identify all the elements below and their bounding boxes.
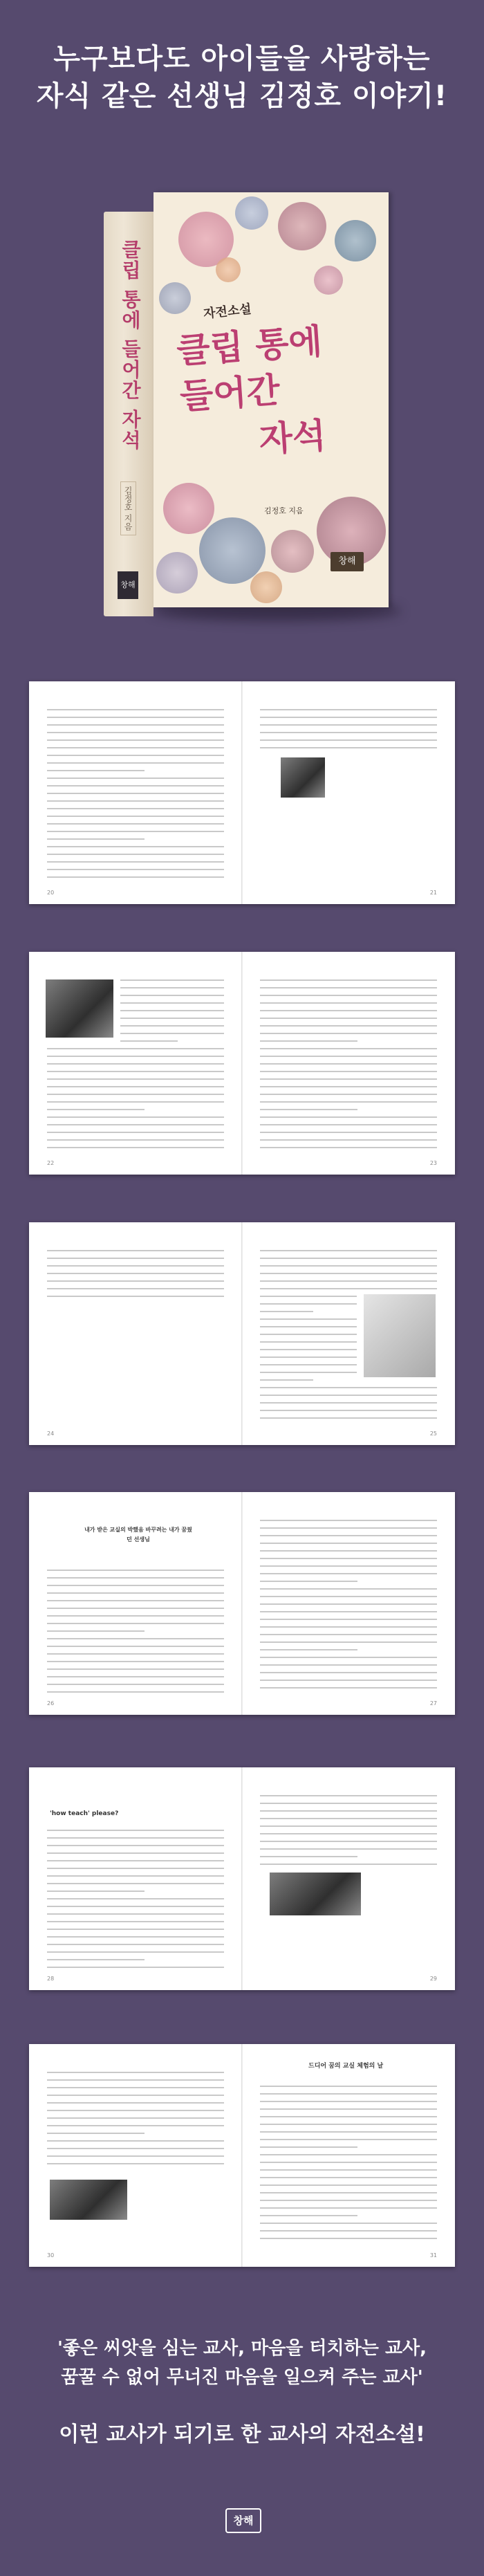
text-line (260, 2223, 437, 2224)
text-line (260, 1379, 313, 1381)
text-line (120, 1018, 224, 1019)
text-line (260, 1280, 437, 1282)
text-line (260, 2124, 437, 2125)
text-line (260, 2086, 437, 2087)
text-line (260, 1078, 437, 1080)
text-line (260, 1349, 357, 1350)
page-photo (364, 1294, 436, 1377)
text-line (260, 1139, 437, 1141)
text-line (47, 755, 224, 756)
text-line (260, 2162, 437, 2163)
cover-author: 김정호 지음 (264, 506, 304, 515)
text-line (260, 1619, 437, 1620)
text-line (47, 762, 224, 764)
text-line (260, 1795, 437, 1796)
text-line (260, 709, 437, 710)
tagline-line-1: '좋은 씨앗을 심는 교사, 마음을 터치하는 교사, (57, 2338, 427, 2359)
text-line (260, 1288, 437, 1289)
publisher-logo: 창해 (225, 2508, 261, 2533)
watercolor-dot (335, 220, 376, 261)
watercolor-dot (271, 530, 314, 573)
cover-publisher-logo: 창해 (331, 552, 364, 571)
page-number: 27 (429, 1700, 437, 1706)
headline-line-2: 자식 같은 선생님 김정호 이야기! (36, 80, 448, 112)
text-line (47, 1585, 224, 1586)
text-line (47, 1288, 224, 1289)
text-line (47, 1147, 224, 1148)
text-line (47, 1967, 224, 1968)
text-line (47, 1951, 224, 1953)
text-line (260, 1581, 357, 1582)
text-line (260, 2101, 437, 2102)
text-line (47, 1845, 224, 1846)
text-line (260, 739, 437, 741)
page-photo (270, 1873, 361, 1915)
text-line (260, 1094, 437, 1095)
text-line (47, 1577, 224, 1579)
page-number: 26 (47, 1700, 55, 1706)
text-line (260, 1626, 437, 1628)
text-line (260, 1657, 437, 1658)
spine-publisher-logo: 창해 (118, 571, 138, 599)
chapter-heading: 드디어 꿈의 교실 체험의 날 (308, 2063, 384, 2070)
text-line (260, 1687, 437, 1689)
watercolor-dot (278, 202, 326, 250)
text-line (47, 717, 224, 718)
text-line (47, 1296, 224, 1297)
text-line (260, 1864, 437, 1865)
text-line (260, 2184, 437, 2186)
text-line (47, 808, 224, 809)
text-line (260, 1258, 437, 1259)
text-line (260, 1603, 437, 1605)
text-line (260, 1848, 437, 1850)
text-line (260, 1010, 437, 1011)
text-line (260, 724, 437, 726)
text-line (47, 1906, 224, 1907)
text-line (260, 987, 437, 988)
text-line (260, 1296, 357, 1297)
text-line (47, 816, 224, 817)
book-page-right (242, 2044, 455, 2267)
text-line (260, 2146, 357, 2148)
text-line (260, 2169, 437, 2171)
text-line (260, 2177, 437, 2178)
page-spread (29, 1492, 455, 1715)
text-line (47, 724, 224, 726)
text-line (47, 1615, 224, 1617)
text-line (260, 732, 437, 733)
text-line (47, 1273, 224, 1274)
text-line (47, 1875, 224, 1877)
text-line (260, 1040, 357, 1042)
text-line (120, 1033, 224, 1034)
page-photo (46, 979, 113, 1038)
text-line (260, 1825, 437, 1827)
text-line (47, 854, 224, 855)
text-line (260, 1063, 437, 1065)
book-front-cover (153, 192, 389, 607)
text-line (260, 1856, 357, 1857)
text-line (47, 1638, 224, 1639)
text-line (260, 1641, 437, 1643)
text-line (260, 1101, 437, 1103)
text-line (47, 1676, 224, 1677)
text-line (260, 1326, 357, 1327)
text-line (260, 1672, 437, 1673)
text-line (260, 1334, 357, 1335)
text-line (47, 1837, 224, 1839)
page-number: 25 (429, 1430, 437, 1437)
text-line (260, 1410, 437, 1411)
book-page-left (29, 1492, 242, 1715)
text-line (47, 1868, 224, 1869)
text-line (260, 1303, 357, 1305)
text-line (260, 1417, 437, 1419)
text-line (260, 1387, 437, 1388)
text-line (260, 1364, 357, 1365)
text-line (260, 979, 437, 981)
page-spread (29, 1767, 455, 1990)
text-line (260, 1395, 437, 1396)
page-spread (29, 952, 455, 1175)
text-line (120, 1040, 178, 1042)
text-line (260, 1116, 437, 1118)
title-line-1: 클립 통에 (175, 321, 324, 371)
series-label: 자전소설 (203, 302, 252, 322)
text-line (260, 1147, 437, 1148)
text-line (260, 2154, 437, 2155)
text-line (260, 1273, 437, 1274)
text-line (260, 1611, 437, 1612)
tagline (0, 2334, 484, 2392)
watercolor-dot (250, 571, 282, 603)
text-line (260, 2131, 437, 2133)
watercolor-dot (163, 483, 214, 534)
page-number: 20 (47, 890, 55, 896)
book-cover-mockup (104, 192, 394, 621)
text-line (47, 1592, 224, 1594)
text-line (47, 1048, 224, 1049)
text-line (120, 995, 224, 996)
text-line (47, 1265, 224, 1267)
text-line (47, 861, 224, 863)
spine-title: 클립 통에 들어간 자석 (119, 239, 142, 451)
book-page-right (242, 952, 455, 1175)
text-line (260, 1311, 313, 1312)
text-line (260, 1341, 357, 1343)
text-line (47, 2079, 224, 2081)
text-line (260, 1664, 437, 1666)
page-number: 21 (429, 890, 437, 896)
text-line (47, 800, 224, 802)
text-line (260, 1550, 437, 1552)
text-line (47, 1830, 224, 1831)
chapter-heading: 내가 받은 교실의 박했음 바꾸려는 내가 꿈꿨던 선생님 (84, 1527, 192, 1543)
text-line (47, 1600, 224, 1601)
text-line (260, 747, 437, 748)
text-line (47, 1921, 224, 1922)
text-line (47, 1280, 224, 1282)
tagline-line-2: 꿈꿀 수 없어 무너진 마음을 일으켜 주는 교사' (61, 2367, 423, 2388)
text-line (47, 770, 145, 771)
book-page-left (29, 681, 242, 904)
text-line (47, 1668, 224, 1670)
text-line (47, 1936, 224, 1938)
text-line (260, 1132, 437, 1133)
text-line (47, 1653, 224, 1655)
text-line (260, 1520, 437, 1521)
text-line (47, 2117, 224, 2119)
text-line (47, 1646, 224, 1647)
page-number: 29 (429, 1976, 437, 1982)
text-line (47, 2095, 224, 2096)
book-page-left (29, 1222, 242, 1445)
page-number: 28 (47, 1976, 55, 1982)
text-line (260, 1318, 357, 1320)
text-line (260, 1071, 437, 1072)
text-line (47, 846, 224, 847)
text-line (260, 2192, 437, 2193)
text-line (47, 1944, 224, 1945)
text-line (47, 1132, 224, 1133)
text-line (47, 2140, 224, 2142)
text-line (260, 1535, 437, 1536)
page-photo (281, 757, 325, 798)
text-line (47, 1959, 145, 1960)
closing-statement: 이런 교사가 되기로 한 교사의 자전소설! (59, 2422, 425, 2447)
text-line (260, 1056, 437, 1057)
text-line (260, 1803, 437, 1804)
page-spread (29, 2044, 455, 2267)
text-line (47, 793, 224, 794)
text-line (47, 1913, 224, 1915)
book-page-left (29, 952, 242, 1175)
text-line (260, 717, 437, 718)
book-page-right (242, 681, 455, 904)
headline-line-1: 누구보다도 아이들을 사랑하는 (53, 43, 431, 75)
text-line (47, 2148, 224, 2149)
text-line (260, 1356, 357, 1358)
text-line (260, 2200, 437, 2201)
text-line (260, 2215, 357, 2216)
text-line (47, 1101, 224, 1103)
text-line (260, 1841, 437, 1842)
text-line (120, 1002, 224, 1004)
text-line (260, 2116, 437, 2117)
text-line (47, 732, 224, 733)
spine-author: 김정호 지음 (120, 481, 136, 535)
text-line (260, 1527, 437, 1529)
text-line (47, 2163, 224, 2164)
text-line (120, 979, 224, 981)
text-line (260, 1833, 437, 1834)
text-line (47, 1063, 224, 1065)
text-line (47, 1890, 145, 1892)
page-number: 23 (429, 1160, 437, 1166)
text-line (260, 2238, 437, 2239)
page-number: 31 (429, 2252, 437, 2258)
text-line (47, 1608, 224, 1609)
text-line (47, 747, 224, 748)
text-line (260, 1033, 437, 1034)
text-line (47, 869, 224, 870)
text-line (47, 1258, 224, 1259)
text-line (47, 1898, 224, 1899)
book-page-right (242, 1767, 455, 1990)
watercolor-dot (235, 196, 268, 230)
page-spread (29, 681, 455, 904)
text-line (260, 1250, 437, 1251)
book-page-left (29, 2044, 242, 2267)
book-page-right (242, 1492, 455, 1715)
text-line (260, 1634, 437, 1635)
text-line (260, 1372, 357, 1373)
text-line (47, 778, 224, 779)
watercolor-dot (199, 517, 266, 584)
text-line (47, 1139, 224, 1141)
text-line (47, 876, 224, 878)
watercolor-dot (156, 552, 198, 594)
text-line (47, 739, 224, 741)
text-line (260, 1818, 437, 1819)
text-line (260, 1109, 357, 1110)
text-line (260, 1025, 437, 1027)
text-line (47, 1056, 224, 1057)
text-line (120, 1025, 224, 1027)
text-line (47, 1124, 224, 1125)
page-number: 24 (47, 1430, 55, 1437)
text-line (47, 1691, 224, 1693)
text-line (47, 2102, 224, 2104)
watercolor-dot (216, 257, 241, 282)
text-line (47, 2155, 224, 2157)
text-line (47, 1684, 224, 1685)
text-line (120, 987, 224, 988)
text-line (260, 1265, 437, 1267)
text-line (47, 838, 145, 840)
text-line (260, 1573, 437, 1574)
book-title (175, 317, 357, 468)
book-page-right (242, 1222, 455, 1445)
text-line (260, 1649, 357, 1650)
text-line (260, 2139, 437, 2140)
text-line (47, 823, 224, 825)
text-line (260, 1018, 437, 1019)
text-line (47, 1094, 224, 1095)
text-line (47, 2110, 224, 2111)
page-photo (50, 2180, 127, 2220)
text-line (47, 1109, 145, 1110)
text-line (47, 1860, 224, 1861)
watercolor-dot (314, 266, 343, 295)
text-line (260, 1558, 437, 1559)
book-spine (104, 212, 153, 616)
text-line (260, 1086, 437, 1087)
text-line (260, 2207, 437, 2209)
page-number: 22 (47, 1160, 55, 1166)
text-line (47, 1078, 224, 1080)
text-line (47, 1661, 224, 1662)
text-line (47, 831, 224, 832)
book-page-left (29, 1767, 242, 1990)
text-line (260, 1124, 437, 1125)
promo-headline (0, 40, 484, 115)
text-line (260, 1810, 437, 1812)
text-line (47, 1570, 224, 1571)
text-line (47, 2087, 224, 2088)
text-line (260, 1402, 437, 1404)
text-line (260, 1596, 437, 1597)
text-line (260, 1002, 437, 1004)
text-line (260, 2230, 437, 2232)
text-line (47, 1852, 224, 1854)
page-number: 30 (47, 2252, 55, 2258)
text-line (47, 1250, 224, 1251)
text-line (260, 1565, 437, 1567)
text-line (260, 1588, 437, 1590)
chapter-heading: 'how teach' please? (50, 1810, 119, 1817)
text-line (260, 1543, 437, 1544)
text-line (47, 2072, 224, 2073)
text-line (47, 1929, 224, 1930)
page-spread (29, 1222, 455, 1445)
text-line (47, 2133, 145, 2134)
text-line (47, 709, 224, 710)
text-line (47, 1086, 224, 1087)
text-line (47, 1883, 224, 1884)
title-line-2: 들어간 (178, 369, 281, 417)
text-line (47, 1630, 145, 1632)
text-line (47, 2125, 224, 2126)
text-line (260, 2093, 437, 2095)
text-line (260, 995, 437, 996)
text-line (120, 1010, 224, 1011)
text-line (47, 1116, 224, 1118)
text-line (47, 1623, 224, 1624)
text-line (260, 2108, 437, 2110)
text-line (260, 1048, 437, 1049)
text-line (47, 1071, 224, 1072)
title-line-3: 자석 (257, 415, 328, 460)
text-line (260, 1680, 437, 1681)
watercolor-dot (159, 282, 191, 314)
text-line (47, 785, 224, 786)
